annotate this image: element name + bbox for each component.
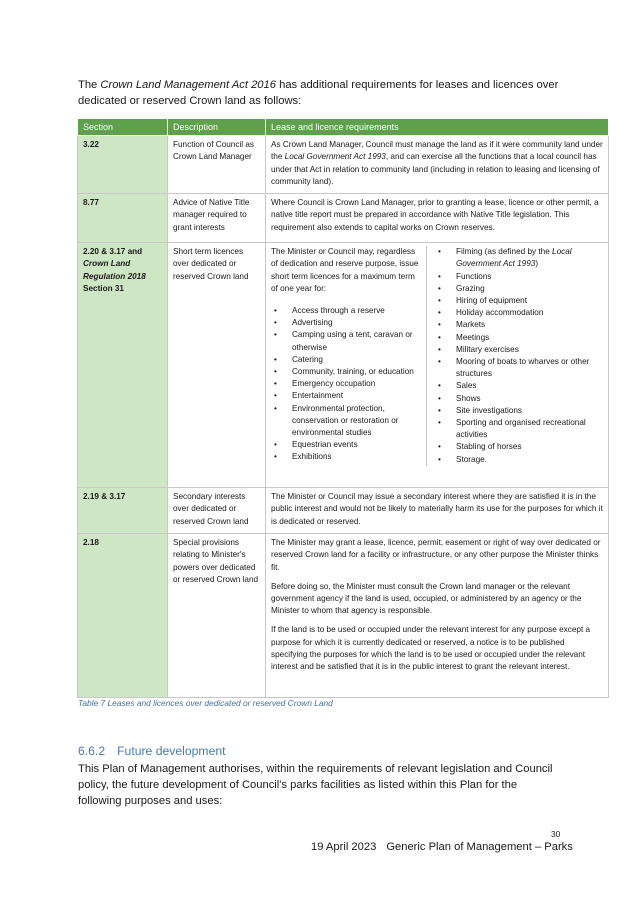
list-item: • Sales [435, 380, 603, 392]
row-description: Short term licences over dedicated or reserved Crown land [168, 243, 266, 488]
row-requirement: Where Council is Crown Land Manager, prior to granting a lease, licence or other permit, a native title report must be prepared in accordance with Native Title legislation. This requirement also extends to capital works on Crown reserves. [266, 194, 609, 243]
section-number: 6.6.2 [78, 744, 106, 758]
right-column [427, 246, 603, 466]
table-caption: Table 7 Leases and licences over dedicated or reserved Crown Land [78, 698, 333, 708]
list-item: • Grazing [435, 283, 603, 295]
page-number: 30 [551, 829, 561, 839]
footer-title: Generic Plan of Management – Parks [386, 841, 573, 853]
list-item [435, 246, 603, 270]
list-item: • Hiring of equipment [435, 295, 603, 307]
list-item: • Markets [435, 319, 603, 331]
row-requirement [266, 534, 609, 698]
req-text: , and can exercise all the functions that a local council has under that Act in relation to community land (including in relation to leasing and licensing of community land). [271, 152, 600, 186]
page-footer [311, 841, 573, 853]
filming-act: Local Government Act 1993 [456, 247, 572, 269]
table-row [78, 488, 609, 534]
row-description: Function of Council as Crown Land Manager [168, 136, 266, 194]
row-section: 2.18 [78, 534, 168, 698]
filming-text: ) [535, 259, 539, 269]
intro-post: has additional requirements for leases and licences over dedicated or reserved Crown land as follows: [78, 79, 559, 107]
row-requirement: The Minister or Council may issue a secondary interest where they are satisfied it is in the public interest and would not be likely to materially harm its use for the purposes for which it is dedicated or reserved. [266, 488, 609, 534]
table-row [78, 243, 609, 488]
list-item: • Access through a reserve [271, 305, 421, 317]
row-section: 3.22 [78, 136, 168, 194]
two-column-list [271, 246, 603, 466]
activity-list-left [271, 305, 421, 464]
row-requirement [266, 136, 609, 194]
row-section [78, 243, 168, 488]
list-item: • Sporting and organised recreational activities [435, 417, 603, 441]
row-description: Secondary interests over dedicated or reserved Crown land [168, 488, 266, 534]
list-item: • Site investigations [435, 405, 603, 417]
activity-list-right [435, 246, 603, 466]
req-text: As Crown Land Manager, Council must manage the land as if it were community land under the [271, 140, 603, 162]
list-item: • Community, training, or education [271, 366, 421, 378]
row-description: Special provisions relating to Minister's powers over dedicated or reserved Crown land [168, 534, 266, 698]
section-heading [78, 744, 226, 758]
intro-paragraph [78, 77, 568, 109]
list-item: • Holiday accommodation [435, 307, 603, 319]
list-item: • Emergency occupation [271, 378, 421, 390]
section-ref: Section 31 [83, 283, 124, 293]
list-item: • Functions [435, 271, 603, 283]
filming-text: Filming (as defined by the [456, 247, 553, 257]
requirement-paragraph: Before doing so, the Minister must consult the Crown land manager or the relevant government agency if the land is used, occupied, or administered by an agency or the Minister to whom that agency is responsible. [271, 581, 582, 616]
leases-table [77, 118, 609, 698]
list-item: • Catering [271, 354, 421, 366]
left-column [271, 246, 427, 466]
table-row [78, 194, 609, 243]
list-item: • Exhibitions [271, 451, 421, 463]
requirement-paragraph: If the land is to be used or occupied under the relevant interest for any purpose except a purpose for which it is currently dedicated or reserved, a notice is to be published specifying the purposes for which the land is to be used or occupied under the relevant interest and be satisfied that it is in the public interest to grant the relevant interest. [271, 625, 591, 672]
list-item: • Military exercises [435, 344, 603, 356]
section-title: Future development [117, 744, 226, 758]
table-header-row [78, 119, 609, 136]
row-description: Advice of Native Title manager required to grant interests [168, 194, 266, 243]
list-item: • Storage. [435, 454, 603, 466]
table-row [78, 534, 609, 698]
intro-pre: The [78, 79, 101, 91]
section-regulation: Crown Land Regulation 2018 [83, 259, 146, 281]
list-item: • Stabling of horses [435, 441, 603, 453]
table-row [78, 136, 609, 194]
licence-intro: The Minister or Council may, regardless of dedication and reserve purpose, issue short term licences for a maximum term of one year for: [271, 247, 419, 293]
intro-act-title: Crown Land Management Act 2016 [100, 79, 276, 91]
list-item: • Entertainment [271, 390, 421, 402]
row-requirement [266, 243, 609, 488]
list-item: • Camping using a tent, caravan or otherwise [271, 329, 421, 353]
body-paragraph: This Plan of Management authorises, within the requirements of relevant legislation and Council policy, the future development of Council's parks facilities as listed within this Plan for the following purposes and uses: [78, 763, 553, 807]
row-section: 8.77 [78, 194, 168, 243]
req-act-title: Local Government Act 1993 [284, 152, 386, 162]
list-item: • Equestrian events [271, 439, 421, 451]
requirement-paragraph: The Minister may grant a lease, licence, permit, easement or right of way over dedicated or reserved Crown land for a facility or infrastructure, or any other purpose the Minister thinks fit. [271, 538, 601, 572]
row-section: 2.19 & 3.17 [78, 488, 168, 534]
header-description: Description [168, 119, 266, 136]
list-item: • Shows [435, 393, 603, 405]
header-section: Section [78, 119, 168, 136]
list-item: • Mooring of boats to wharves or other structures [435, 356, 603, 380]
list-item: • Environmental protection, conservation or restoration or environmental studies [271, 403, 421, 440]
footer-date: 19 April 2023 [311, 841, 377, 853]
header-requirements: Lease and licence requirements [266, 119, 609, 136]
list-item: • Meetings [435, 332, 603, 344]
section-ref: 2.20 & 3.17 and [83, 247, 143, 257]
list-item: • Advertising [271, 317, 421, 329]
